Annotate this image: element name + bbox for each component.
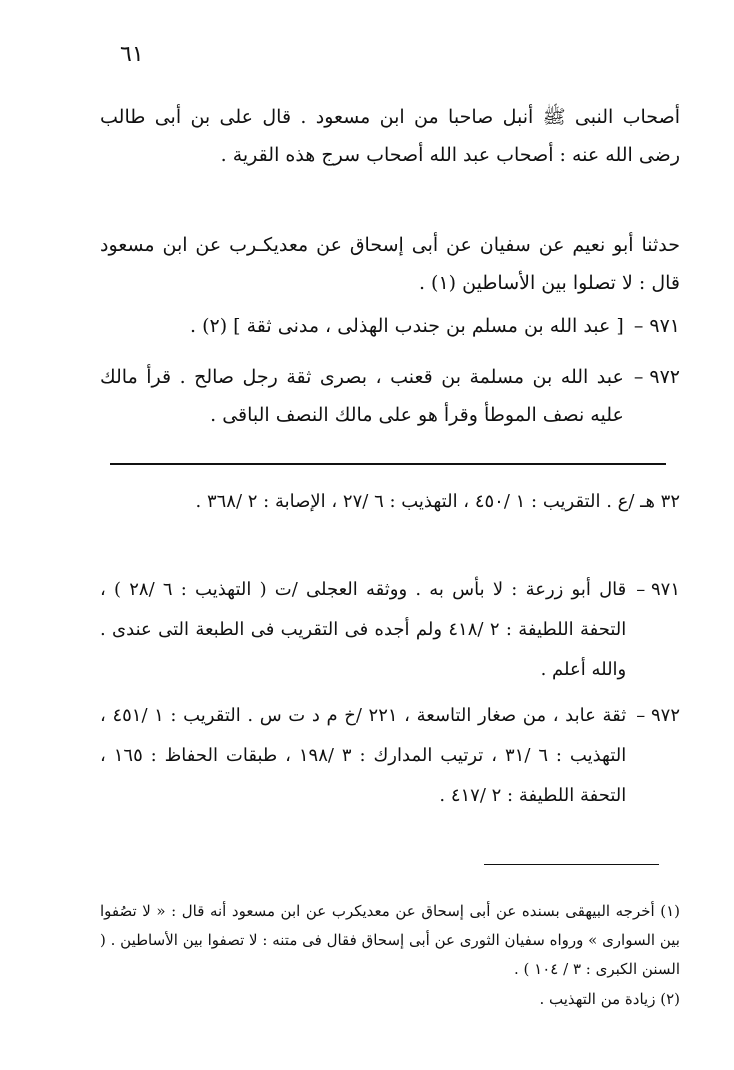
note-971 [100,570,680,690]
main-paragraph-2-text: حدثنا أبو نعيم عن سفيان عن أبى إسحاق عن معديكـرب عن ابن مسعود قال : لا تصلوا بين الأساطين (١) . [100,234,680,294]
note-continuation [100,482,680,522]
note-number: ٩٧٢ – [636,705,680,726]
entry-971 [100,307,680,345]
entry-text: [ عبد الله بن مسلم بن جندب الهذلى ، مدنى ثقة ] (٢) . [189,315,624,337]
footnote-divider [484,864,659,865]
main-paragraph-2 [100,226,680,302]
footnote-1-text: (١) أخرجه البيهقى بسنده عن أبى إسحاق عن معديكرب عن ابن مسعود أنه قال : « لا تصُفوا بين السوارى » ورواه سفيان الثورى عن أبى إسحاق فقال فى متنه : لا تصفوا بين الأساطين . ( السنن الكبرى : ٣ / ١٠٤ ) . [100,902,680,978]
note-number: ٩٧١ – [636,579,680,600]
note-text: ثقة عابد ، من صغار التاسعة ، ٢٢١ /خ م د ت س . التقريب : ١ /٤٥١ ، التهذيب : ٦ /٣١ ، ترتيب المدارك : ٣ /١٩٨ ، طبقات الحفاظ : ١٦٥ ، التحفة اللطيفة : ٢ /٤١٧ . [100,705,627,806]
note-text: قال أبو زرعة : لا بأس به . ووثقه العجلى /ت ( التهذيب : ٦ /٢٨ ) ، التحفة اللطيفة : ٢ /٤١٨ ولم أجده فى التقريب فى الطبعة التى عندى . والله أعلم . [100,579,627,680]
main-paragraph-1 [100,98,680,174]
footnote-1 [100,897,680,984]
notes-divider [110,463,666,465]
footnote-2-text: (٢) زيادة من التهذيب . [539,990,680,1008]
note-continuation-text: ٣٢ هـ /ع . التقريب : ١ /٤٥٠ ، التهذيب : ٦ /٢٧ ، الإصابة : ٢ /٣٦٨ . [195,491,680,512]
note-972 [100,696,680,816]
entry-972 [100,358,680,434]
entry-number: ٩٧١ – [633,315,680,337]
entry-text: عبد الله بن مسلمة بن قعنب ، بصرى ثقة رجل صالح . قرأ مالك عليه نصف الموطأ وقرأ هو على مالك النصف الباقى . [100,366,624,426]
main-paragraph-1-text: أصحاب النبى ﷺ أنبل صاحبا من ابن مسعود . قال على بن أبى طالب رضى الله عنه : أصحاب عبد الله أصحاب سرج هذه القرية . [100,106,680,166]
page-number: ٦١ [120,42,144,67]
entry-number: ٩٧٢ – [633,366,680,388]
footnote-2 [100,985,680,1014]
